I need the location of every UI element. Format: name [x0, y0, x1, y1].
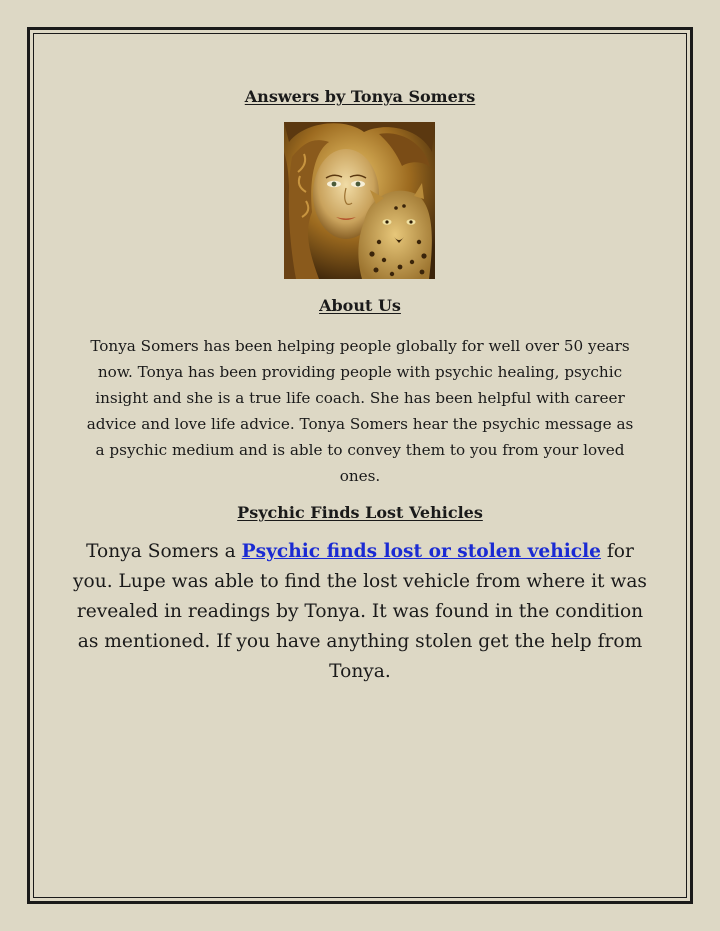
psychic-finds-vehicle-link[interactable]: Psychic finds lost or stolen vehicle — [241, 541, 602, 562]
paragraph-lead-text: Tonya Somers a — [86, 541, 242, 562]
document-title: Answers by Tonya Somers — [244, 87, 476, 106]
psychic-finds-lost-vehicles-heading: Psychic Finds Lost Vehicles — [237, 503, 483, 522]
about-us-heading: About Us — [319, 296, 401, 315]
paragraph-rest-text: for you. Lupe was able to find the lost vehicle from where it was revealed in readings by Tonya. It was found in the condition as mentioned. If you have anything stolen get the help from Tonya. — [73, 541, 647, 682]
woman-leopard-portrait-image — [284, 122, 435, 279]
about-us-paragraph: Tonya Somers has been helping people globally for well over 50 years now. Tonya has been providing people with psychic healing, psychic insight and she is a true life coach. She has been helpful with career advice and love life advice. Tonya Somers hear the psychic message as a psychic medium and is able to convey them to you from your loved ones. — [86, 337, 634, 486]
psychic-vehicles-paragraph — [70, 537, 650, 687]
